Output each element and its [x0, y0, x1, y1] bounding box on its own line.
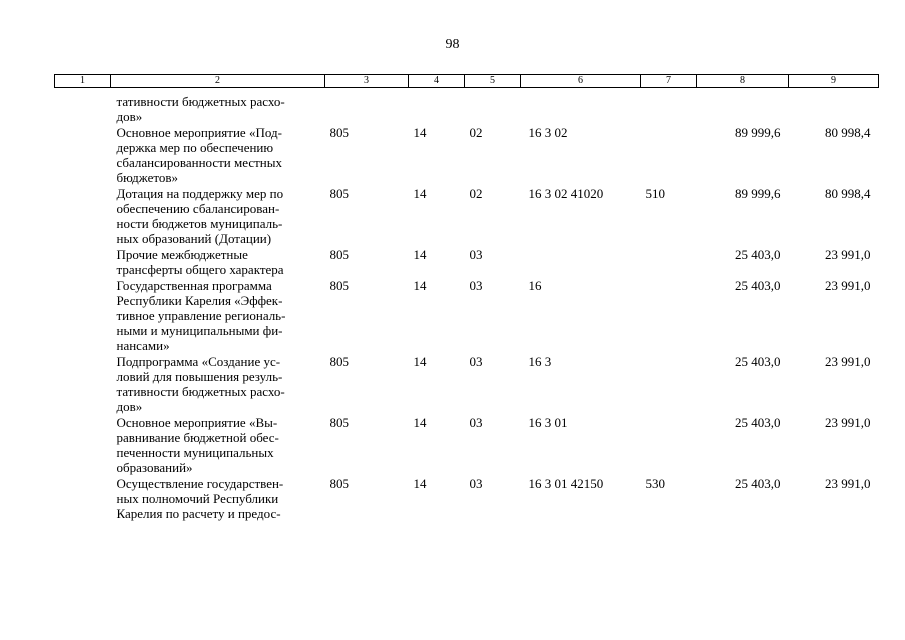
- column-header: 9: [789, 75, 879, 88]
- ministry-code: 805: [329, 186, 349, 201]
- subsection-code: 03: [469, 247, 483, 262]
- table-row: [55, 247, 879, 278]
- table-row: [55, 278, 879, 354]
- column-header: 6: [521, 75, 641, 88]
- amount-year-1: 89 999,6: [735, 186, 781, 201]
- ministry-code: 805: [329, 247, 349, 262]
- section-code: 14: [413, 278, 427, 293]
- amount-year-1: 89 999,6: [735, 125, 781, 140]
- expense-type-code: 510: [645, 186, 665, 201]
- amount-year-2: 80 998,4: [825, 186, 871, 201]
- ministry-code: 805: [329, 476, 349, 491]
- budget-table: [54, 74, 879, 522]
- expense-type-code: [641, 247, 697, 278]
- amount-year-1: 25 403,0: [735, 278, 781, 293]
- section-code: 14: [413, 125, 427, 140]
- amount-year-1: 25 403,0: [735, 247, 781, 262]
- row-name: Осуществление государствен- ных полномочий Республики Карелия по расчету и предос-: [116, 476, 284, 521]
- column-header: 7: [641, 75, 697, 88]
- amount-year-1: 25 403,0: [735, 476, 781, 491]
- amount-year-1: [697, 88, 789, 126]
- section-code: 14: [413, 415, 427, 430]
- section-code: [409, 88, 465, 126]
- ministry-code: 805: [329, 415, 349, 430]
- ministry-code: 805: [329, 125, 349, 140]
- table-body: [55, 88, 879, 523]
- expense-type-code: [641, 278, 697, 354]
- section-code: 14: [413, 476, 427, 491]
- amount-year-1: 25 403,0: [735, 354, 781, 369]
- column-number-header: [55, 75, 879, 88]
- subsection-code: 03: [469, 476, 483, 491]
- table-row: [55, 88, 879, 126]
- table-row: [55, 125, 879, 186]
- empty-cell: [55, 476, 111, 522]
- column-header: 3: [325, 75, 409, 88]
- empty-cell: [55, 88, 111, 126]
- expense-type-code: [641, 88, 697, 126]
- subsection-code: 03: [469, 354, 483, 369]
- ministry-code: [325, 88, 409, 126]
- subsection-code: 03: [469, 278, 483, 293]
- table-row: [55, 415, 879, 476]
- amount-year-2: 80 998,4: [825, 125, 871, 140]
- row-name: Основное мероприятие «Вы- равнивание бюджетной обес- печенности муниципальных образований»: [116, 415, 279, 475]
- target-article-code: [521, 88, 641, 126]
- subsection-code: 02: [469, 125, 483, 140]
- ministry-code: 805: [329, 278, 349, 293]
- expense-type-code: 530: [645, 476, 665, 491]
- amount-year-2: 23 991,0: [825, 247, 871, 262]
- amount-year-2: 23 991,0: [825, 354, 871, 369]
- target-article-code: [521, 247, 641, 278]
- target-article-code: 16 3 01: [528, 415, 568, 430]
- target-article-code: 16 3: [528, 354, 552, 369]
- row-name: Дотация на поддержку мер по обеспечению сбалансирован- ности бюджетов муниципаль- ных образований (Дотации): [116, 186, 284, 246]
- column-header: 5: [465, 75, 521, 88]
- row-name: Прочие межбюджетные трансферты общего характера: [116, 247, 284, 277]
- target-article-code: 16 3 02: [528, 125, 568, 140]
- subsection-code: 02: [469, 186, 483, 201]
- expense-type-code: [641, 415, 697, 476]
- column-header: 2: [111, 75, 325, 88]
- row-name: тативности бюджетных расхо- дов»: [116, 94, 285, 124]
- section-code: 14: [413, 247, 427, 262]
- amount-year-2: [789, 88, 879, 126]
- column-header: 4: [409, 75, 465, 88]
- empty-cell: [55, 415, 111, 476]
- row-name: Основное мероприятие «Под- держка мер по обеспечению сбалансированности местных бюджетов»: [116, 125, 282, 185]
- target-article-code: 16 3 01 42150: [528, 476, 604, 491]
- amount-year-2: 23 991,0: [825, 476, 871, 491]
- target-article-code: 16 3 02 41020: [528, 186, 604, 201]
- row-name: Подпрограмма «Создание ус- ловий для повышения резуль- тативности бюджетных расхо- дов»: [116, 354, 285, 414]
- column-header: 1: [55, 75, 111, 88]
- empty-cell: [55, 278, 111, 354]
- page-number: 98: [445, 37, 460, 52]
- ministry-code: 805: [329, 354, 349, 369]
- row-name: Государственная программа Республики Карелия «Эффек- тивное управление региональ- ными и муниципальными фи- нансами»: [116, 278, 286, 353]
- amount-year-2: 23 991,0: [825, 278, 871, 293]
- empty-cell: [55, 186, 111, 247]
- table-row: [55, 354, 879, 415]
- table-row: [55, 476, 879, 522]
- expense-type-code: [641, 354, 697, 415]
- section-code: 14: [413, 354, 427, 369]
- expense-type-code: [641, 125, 697, 186]
- empty-cell: [55, 354, 111, 415]
- empty-cell: [55, 247, 111, 278]
- section-code: 14: [413, 186, 427, 201]
- amount-year-1: 25 403,0: [735, 415, 781, 430]
- empty-cell: [55, 125, 111, 186]
- subsection-code: [465, 88, 521, 126]
- column-header: 8: [697, 75, 789, 88]
- table-row: [55, 186, 879, 247]
- subsection-code: 03: [469, 415, 483, 430]
- amount-year-2: 23 991,0: [825, 415, 871, 430]
- target-article-code: 16: [528, 278, 542, 293]
